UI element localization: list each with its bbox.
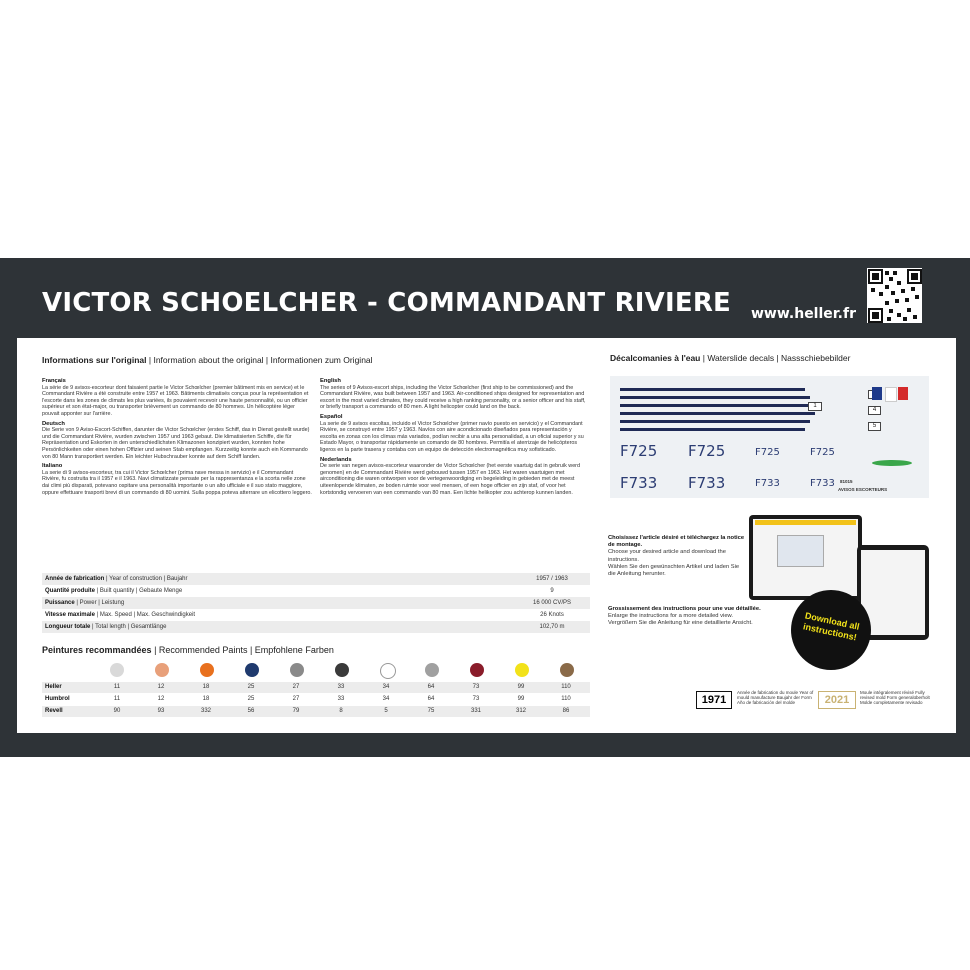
paint-swatch [335,663,349,677]
about-column-right: English The series of 9 Avisos-escort ships, including the Victor Schœlcher (first ship to be commissioned) and the Commandant Rivière, was built between 1957 and 1963. Air-conditioned ships designed for representation and escort in the most varied climates, they could receive a high ranking personality, or a senior officer and his staff, or briefly transport a commando of 80 men. A light helicopter could land on the back. Español La serie de 9 avisos escoltas, incluido el Victor Schœlcher (primer navío puesto en servicio) y el Commandant Rivière, se construyó entre 1957 y 1963. Navíos con aire acondicionado diseñados para representación y escolta en zonas con los climas más variados, podían recibir a una alta personalidad, a un oficial superior y su Estado Mayor, o transportar rápidamente un comando de 80 hombres. Permitía el aterrizaje de helicópteros ligeros en la parte trasera y contaba con un equipo de detección electromagnética muy sofisticado. Nederlands De serie van negen avisos-escorteur waaronder de Victor Schœlcher (het eerste vaartuig dat in gebruik werd genomen) en de Commandant Rivière werd gebouwd tussen 1957 en 1963. Het waren vaartuigen met airconditioning die waren ontworpen voor de vertegenwoordiging en begeleiding in gebieden met de meest uiteenlopende klimaten, ze boden ruimte voor veel mensen, of een hoge officier en zijn staf, of voor het kortstondig vervoeren van een commando van 80 man. Een lichte helikopter zou achterop kunnen landen. [320,378,586,496]
revised-year-badge: 2021 [818,691,856,709]
paint-swatch [155,663,169,677]
decal-sheet: 1 4 5 F725 F725 F725 F725 F733 F733 F733 F733 81015 AVISOS ESCORTEURS [610,376,929,498]
paint-row: Heller 11 12 18 25 27 33 34 64 73 99 110 [42,682,590,693]
decal-f733-small: F733 [810,478,835,489]
revised-year-text: Moule intégralement révisé Fully revised mold Form generalüberholt Molde completamente revisado [860,690,930,705]
decals-heading: Décalcomanies à l'eau | Waterslide decals | Nassschiebebilder [610,353,851,363]
paint-swatch [425,663,439,677]
decal-f733-large: F733 [688,474,726,492]
paint-swatch [245,663,259,677]
paint-swatch [515,663,529,677]
website-url[interactable]: www.heller.fr [751,306,856,322]
mould-year-badge: 1971 [696,691,732,709]
decal-f725-small: F725 [810,447,835,458]
decal-f733-small: F733 [755,478,780,489]
spec-row: Puissance | Power | Leistung 16 000 CV/PS [42,597,590,609]
paints-heading: Peintures recommandées | Recommended Paints | Empfohlene Farben [42,645,334,655]
spec-row: Longueur totale | Total length | Gesamtlänge 102,70 m [42,621,590,633]
qr-code-icon [867,268,922,323]
paint-swatch [470,663,484,677]
paint-row: Humbrol 11 12 18 25 27 33 34 64 73 99 110 [45,696,571,702]
spec-row: Quantité produite | Built quantity | Gebaute Menge 9 [45,588,554,594]
decal-f725-large: F725 [688,442,726,460]
paint-swatch [110,663,124,677]
spec-row: Vitesse maximale | Max. Speed | Max. Geschwindigkeit 26 Knots [45,612,564,618]
about-column-left: Français La série de 9 avisos-escorteur dont faisaient partie le Victor Schœlcher (premier bâtiment mis en service) et le Commandant Rivière a été construite entre 1957 et 1963. Bâtiments climatisés conçus pour la représentation et l'escorte dans les zones de climats les plus variées, ils pouvaient recevoir une haute personnalité, ou un officier supérieur et son état-major, ou transporter brièvement un commando de 80 hommes. Un hélicoptère léger pouvait apponter sur l'arrière. Deutsch Die Serie von 9 Aviso-Escort-Schiffen, darunter die Victor Schœlcher (erstes Schiff, das in Dienst gestellt wurde) und die Commandant Rivière, wurden zwischen 1957 und 1963 gebaut. Die klimatisierten Schiffe, die für Repräsentation und Eskorten in den unterschiedlichsten Klimazonen konzipiert wurden, konnten hohe Persönlichkeiten oder einen hohen Offizier und seinen Stab empfangen. Kurzzeitig konnte auch ein Kommando von 80 Mann transportiert werden. Ein leichter Hubschrauber konnte auf dem Schiff landen. Italiano La serie di 9 avisos-escorteur, tra cui il Victor Schœlcher (prima nave messa in servizio) e il Commandant Rivière, fu costruita tra il 1957 e il 1963. Navi climatizzate pensate per la rappresentanza e la scorta nelle zone dai climi più disparati, potevano ospitare una personalità importante o un alto ufficiale e il suo stato maggiore, oppure effettuare trasporti brevi di un commando di 80 uomini. Sulla poppa poteva atterrare un elicottero leggero. [42,378,312,496]
paint-swatch [200,663,214,677]
paint-swatch [560,663,574,677]
decal-f725-small: F725 [755,447,780,458]
page-title: VICTOR SCHOELCHER - COMMANDANT RIVIERE [42,288,731,318]
decal-f733-large: F733 [620,474,658,492]
enlarge-instructions-text: Grossissement des instructions pour une vue détaillée. Enlarge the instructions for a more detailed view. Vergrößern Sie die Anleitung für eine detaillierte Ansicht. [608,606,761,627]
tablet-image [749,515,862,600]
decal-f725-large: F725 [620,442,658,460]
download-badge[interactable]: Download all instructions! [791,590,871,670]
paint-swatch [380,663,396,679]
mould-year-text: Année de fabrication du moule Year of mould manufacture Baujahr der Form Año de fabricación del molde [737,690,814,705]
download-instructions-text: Choisissez l'article désiré et téléchargez la notice de montage. Choose your desired article and download the instructions. Wählen Sie den gewünschten Artikel und laden Sie die Anleitung herunter. [608,535,745,578]
paint-row: Revell 90 93 332 56 79 8 5 75 331 312 86 [42,706,590,717]
paint-swatch [290,663,304,677]
about-heading: Informations sur l'original | Information about the original | Informationen zum Original [42,355,373,365]
spec-row: Année de fabrication | Year of construction | Baujahr 1957 / 1963 [42,573,590,585]
